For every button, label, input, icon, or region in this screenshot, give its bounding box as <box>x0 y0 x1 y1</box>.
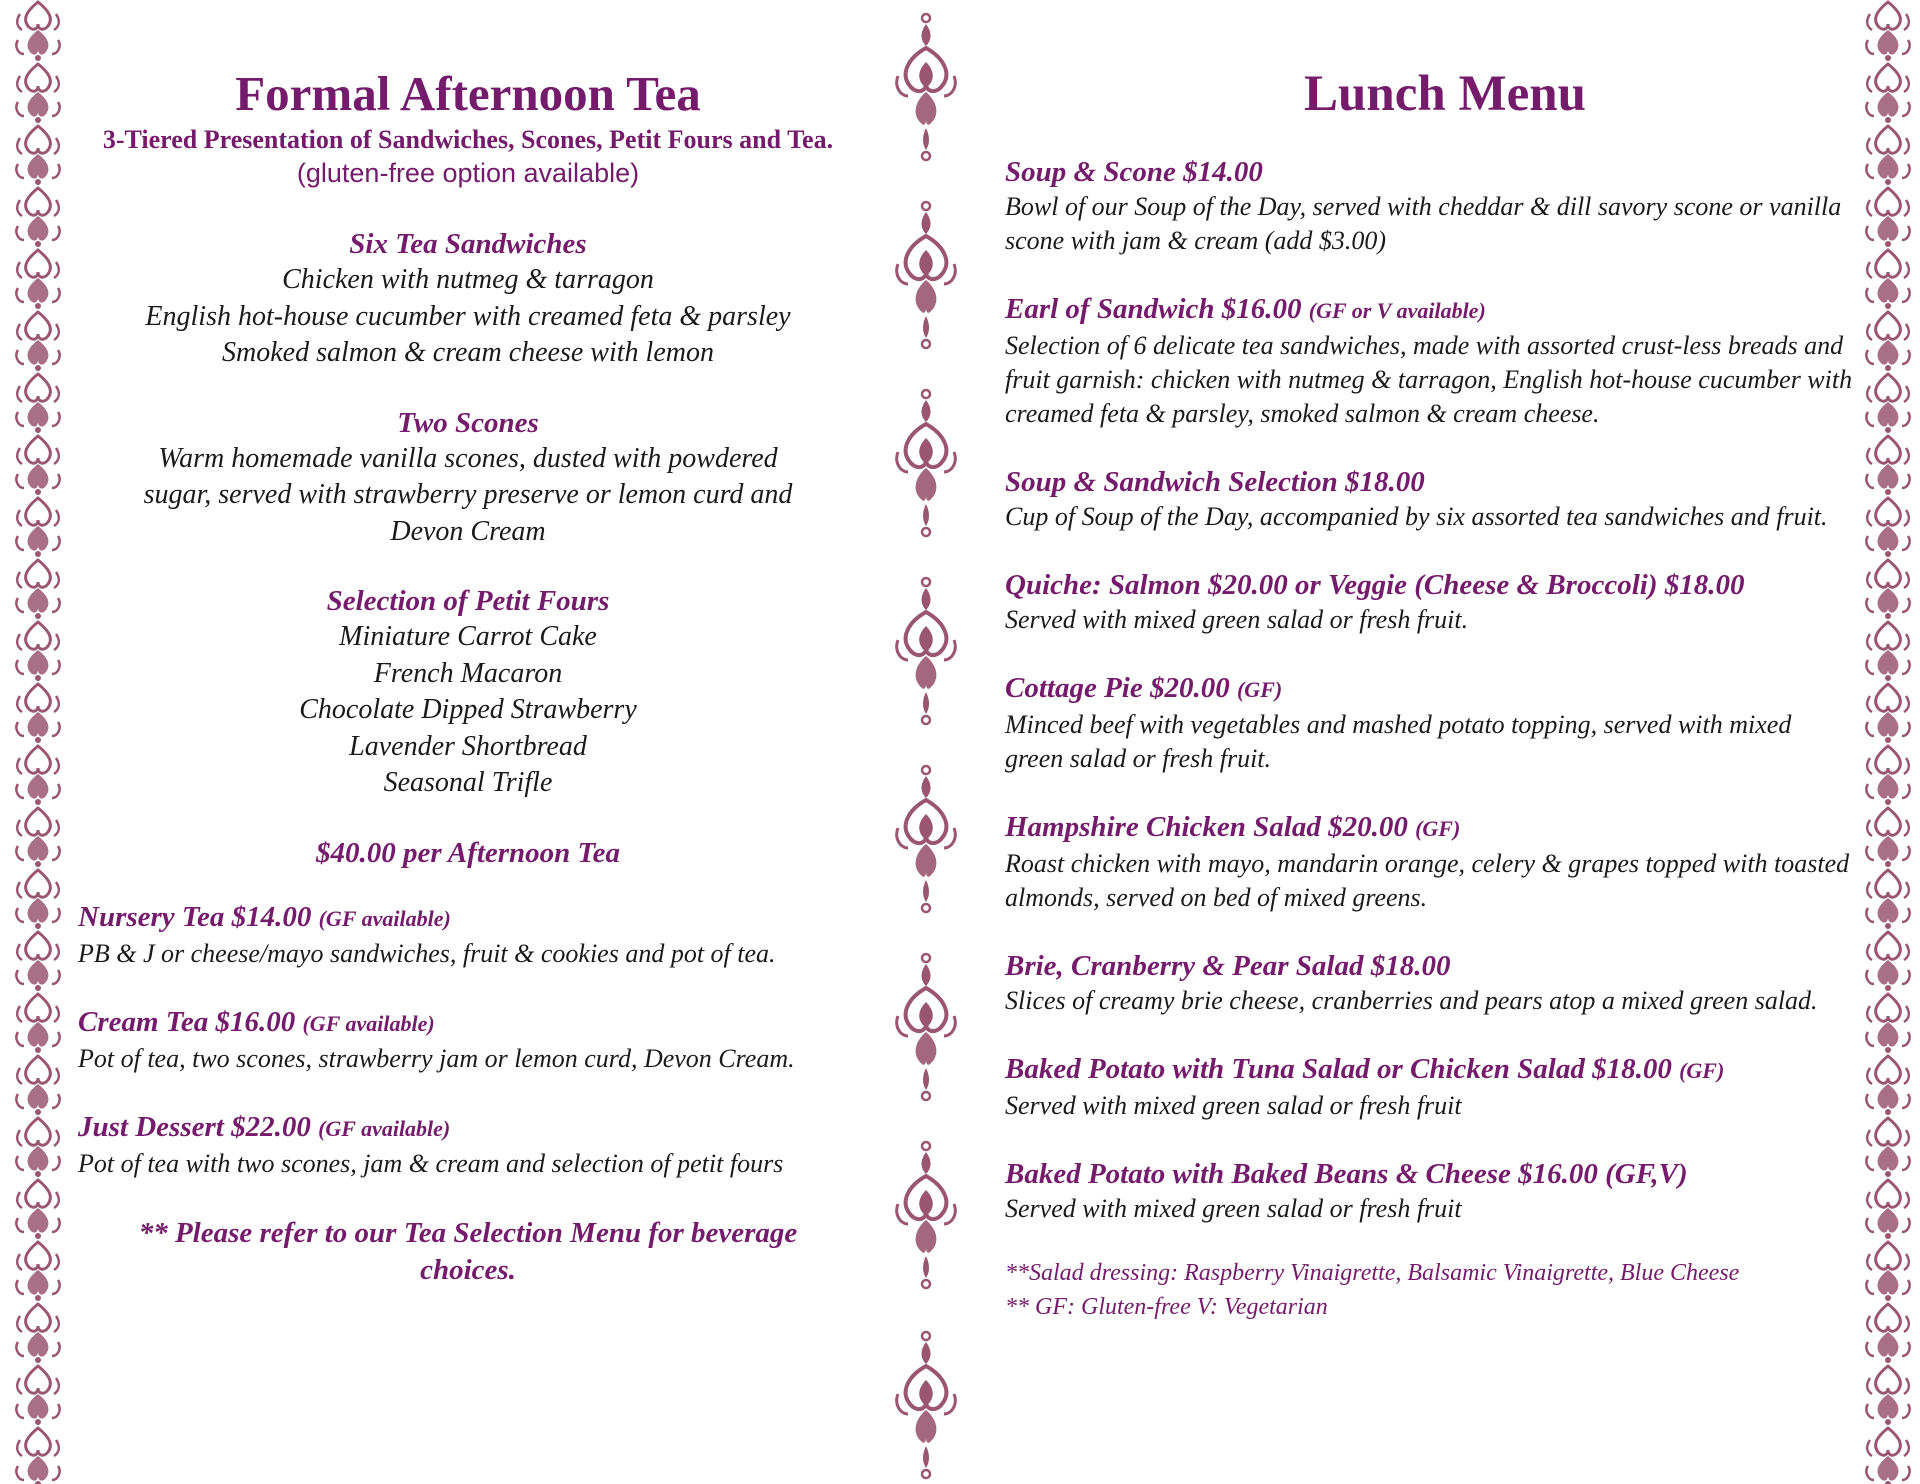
menu-item-tag: (GF) <box>1236 677 1283 702</box>
section-line: Chicken with nutmeg & tarragon <box>282 264 654 295</box>
lunch-menu-notes <box>1005 1256 1855 1324</box>
lunch-menu-item <box>1005 154 1855 258</box>
section-six-tea-sandwiches <box>78 226 858 372</box>
menu-item-just-dessert <box>78 1109 858 1181</box>
menu-item-name: Brie, Cranberry & Pear Salad $18.00 <box>1005 950 1451 982</box>
damask-border-icon <box>1864 868 1912 930</box>
lunch-menu-list <box>1005 154 1855 1226</box>
menu-item-tag: (GF) <box>1415 816 1461 841</box>
damask-border-icon <box>1864 434 1912 496</box>
menu-item-tag: (GF available) <box>302 1010 435 1036</box>
lunch-menu-column <box>1005 64 1855 1324</box>
damask-border-icon <box>1864 0 1912 62</box>
menu-item-cream-tea <box>78 1004 858 1076</box>
damask-border-icon <box>14 1116 62 1178</box>
legend-note: ** GF: Gluten-free V: Vegetarian <box>1005 1294 1328 1320</box>
damask-border-icon <box>1864 1426 1912 1484</box>
menu-item-description: Roast chicken with mayo, mandarin orange, celery & grapes topped with toasted almonds, served on bed of mixed greens. <box>1005 849 1850 912</box>
damask-border-icon <box>14 248 62 310</box>
damask-divider-icon <box>894 576 958 726</box>
afternoon-tea-subtitle: 3-Tiered Presentation of Sandwiches, Scones, Petit Fours and Tea. <box>102 125 834 154</box>
section-line: French Macaron <box>373 657 563 689</box>
damask-border-icon <box>14 1364 62 1426</box>
lunch-menu-item <box>1005 1156 1855 1226</box>
section-line: Seasonal Trifle <box>383 767 553 798</box>
menu-item-name: Baked Potato with Tuna Salad or Chicken Salad $18.00 <box>1005 1053 1672 1085</box>
damask-border-icon <box>14 186 62 248</box>
menu-item-name: Baked Potato with Baked Beans & Cheese $16.00 (GF,V) <box>1005 1158 1688 1190</box>
left-border-ornament <box>12 0 64 1484</box>
lunch-menu-item <box>1005 464 1855 534</box>
menu-item-description: Cup of Soup of the Day, accompanied by six assorted tea sandwiches and fruit. <box>1005 502 1828 531</box>
menu-item-name: Earl of Sandwich $16.00 <box>1005 293 1302 325</box>
damask-border-icon <box>14 372 62 434</box>
menu-item-description: Slices of creamy brie cheese, cranberries and pears atop a mixed green salad. <box>1005 986 1818 1015</box>
damask-border-icon <box>14 930 62 992</box>
damask-border-icon <box>14 806 62 868</box>
menu-item-tag: (GF or V available) <box>1308 298 1486 323</box>
lunch-menu-title: Lunch Menu <box>1304 66 1586 122</box>
damask-border-icon <box>14 1054 62 1116</box>
damask-border-icon <box>1864 1240 1912 1302</box>
damask-border-icon <box>14 620 62 682</box>
damask-border-icon <box>14 310 62 372</box>
menu-item-tag: (GF) <box>1679 1058 1725 1083</box>
damask-border-icon <box>1864 806 1912 868</box>
damask-border-icon <box>1864 1364 1912 1426</box>
damask-divider-icon <box>894 1330 958 1480</box>
damask-border-icon <box>1864 1116 1912 1178</box>
afternoon-tea-column <box>78 64 858 1289</box>
lunch-menu-item <box>1005 567 1855 637</box>
damask-border-icon <box>14 558 62 620</box>
damask-border-icon <box>14 868 62 930</box>
menu-item-description: Served with mixed green salad or fresh fruit. <box>1005 605 1469 634</box>
menu-item-description: Bowl of our Soup of the Day, served with cheddar & dill savory scone or vanilla scone with jam & cream (add $3.00) <box>1005 192 1842 255</box>
section-line: Smoked salmon & cream cheese with lemon <box>222 337 714 368</box>
damask-divider-icon <box>894 200 958 350</box>
damask-border-icon <box>14 992 62 1054</box>
damask-border-icon <box>1864 124 1912 186</box>
section-petit-fours <box>78 583 858 802</box>
damask-border-icon <box>1864 930 1912 992</box>
right-border-ornament <box>1862 0 1914 1484</box>
damask-border-icon <box>14 1240 62 1302</box>
menu-item-tag: (GF available) <box>318 1115 451 1141</box>
menu-item-description: Selection of 6 delicate tea sandwiches, made with assorted crust-less breads and fruit garnish: chicken with nutmeg & tarragon, English hot-house cucumber with creamed feta & parsley, smoked salmon & cream cheese. <box>1005 331 1853 428</box>
damask-border-icon <box>1864 248 1912 310</box>
lunch-menu-item <box>1005 670 1855 776</box>
damask-border-icon <box>1864 682 1912 744</box>
center-divider-ornament <box>894 0 958 1484</box>
section-line: English hot-house cucumber with creamed feta & parsley <box>145 300 791 332</box>
afternoon-tea-title: Formal Afternoon Tea <box>235 66 701 121</box>
menu-item-name: Cottage Pie $20.00 <box>1005 672 1230 704</box>
damask-border-icon <box>14 62 62 124</box>
section-line: Chocolate Dipped Strawberry <box>299 694 637 725</box>
lunch-menu-item <box>1005 1051 1855 1123</box>
damask-border-icon <box>1864 372 1912 434</box>
damask-divider-icon <box>894 12 958 162</box>
menu-item-name: Just Dessert $22.00 <box>78 1110 311 1143</box>
beverage-note: ** Please refer to our Tea Selection Menu for beverage choices. <box>138 1216 798 1286</box>
damask-border-icon <box>1864 496 1912 558</box>
section-heading: Two Scones <box>397 406 539 439</box>
section-line: Miniature Carrot Cake <box>339 621 597 652</box>
damask-border-icon <box>14 0 62 62</box>
lunch-menu-item <box>1005 948 1855 1018</box>
section-line: Lavender Shortbread <box>349 730 587 762</box>
damask-border-icon <box>1864 186 1912 248</box>
damask-border-icon <box>1864 558 1912 620</box>
section-line: sugar, served with strawberry preserve or lemon curd and <box>143 479 793 510</box>
menu-item-description: Minced beef with vegetables and mashed potato topping, served with mixed green salad or fresh fruit. <box>1005 710 1792 773</box>
damask-border-icon <box>14 744 62 806</box>
menu-item-description: Served with mixed green salad or fresh fruit <box>1005 1194 1462 1223</box>
damask-border-icon <box>1864 1054 1912 1116</box>
damask-border-icon <box>14 682 62 744</box>
section-line: Warm homemade vanilla scones, dusted with powdered <box>158 442 778 474</box>
menu-item-name: Soup & Scone $14.00 <box>1005 156 1263 188</box>
damask-border-icon <box>1864 1302 1912 1364</box>
damask-divider-icon <box>894 388 958 538</box>
damask-border-icon <box>1864 620 1912 682</box>
gluten-free-note: (gluten-free option available) <box>296 158 640 188</box>
menu-item-name: Hampshire Chicken Salad $20.00 <box>1005 811 1408 843</box>
damask-border-icon <box>1864 1178 1912 1240</box>
damask-border-icon <box>14 1426 62 1484</box>
menu-item-description: Served with mixed green salad or fresh fruit <box>1005 1091 1462 1120</box>
damask-border-icon <box>14 1178 62 1240</box>
menu-item-description: Pot of tea, two scones, strawberry jam or lemon curd, Devon Cream. <box>78 1043 795 1073</box>
damask-divider-icon <box>894 1140 958 1290</box>
lunch-menu-item <box>1005 809 1855 915</box>
menu-item-name: Cream Tea $16.00 <box>78 1005 296 1038</box>
lunch-menu-item <box>1005 291 1855 431</box>
damask-border-icon <box>14 124 62 186</box>
section-heading: Selection of Petit Fours <box>326 585 610 617</box>
section-two-scones <box>78 405 858 551</box>
damask-border-icon <box>1864 62 1912 124</box>
salad-dressing-note: **Salad dressing: Raspberry Vinaigrette, Balsamic Vinaigrette, Blue Cheese <box>1005 1260 1740 1286</box>
damask-border-icon <box>1864 310 1912 372</box>
damask-border-icon <box>14 1302 62 1364</box>
damask-border-icon <box>14 434 62 496</box>
damask-border-icon <box>1864 744 1912 806</box>
damask-divider-icon <box>894 764 958 914</box>
menu-item-name: Quiche: Salmon $20.00 or Veggie (Cheese & Broccoli) $18.00 <box>1005 569 1745 601</box>
damask-divider-icon <box>894 952 958 1102</box>
menu-item-name: Nursery Tea $14.00 <box>78 900 312 933</box>
menu-item-name: Soup & Sandwich Selection $18.00 <box>1005 466 1425 498</box>
section-heading: Six Tea Sandwiches <box>349 228 587 260</box>
menu-item-tag: (GF available) <box>318 905 451 931</box>
damask-border-icon <box>14 496 62 558</box>
afternoon-tea-price: $40.00 per Afternoon Tea <box>316 836 620 869</box>
menu-item-nursery-tea <box>78 899 858 971</box>
section-line: Devon Cream <box>390 515 546 547</box>
damask-border-icon <box>1864 992 1912 1054</box>
menu-item-description: PB & J or cheese/mayo sandwiches, fruit & cookies and pot of tea. <box>78 938 776 968</box>
menu-item-description: Pot of tea with two scones, jam & cream and selection of petit fours <box>78 1148 784 1178</box>
